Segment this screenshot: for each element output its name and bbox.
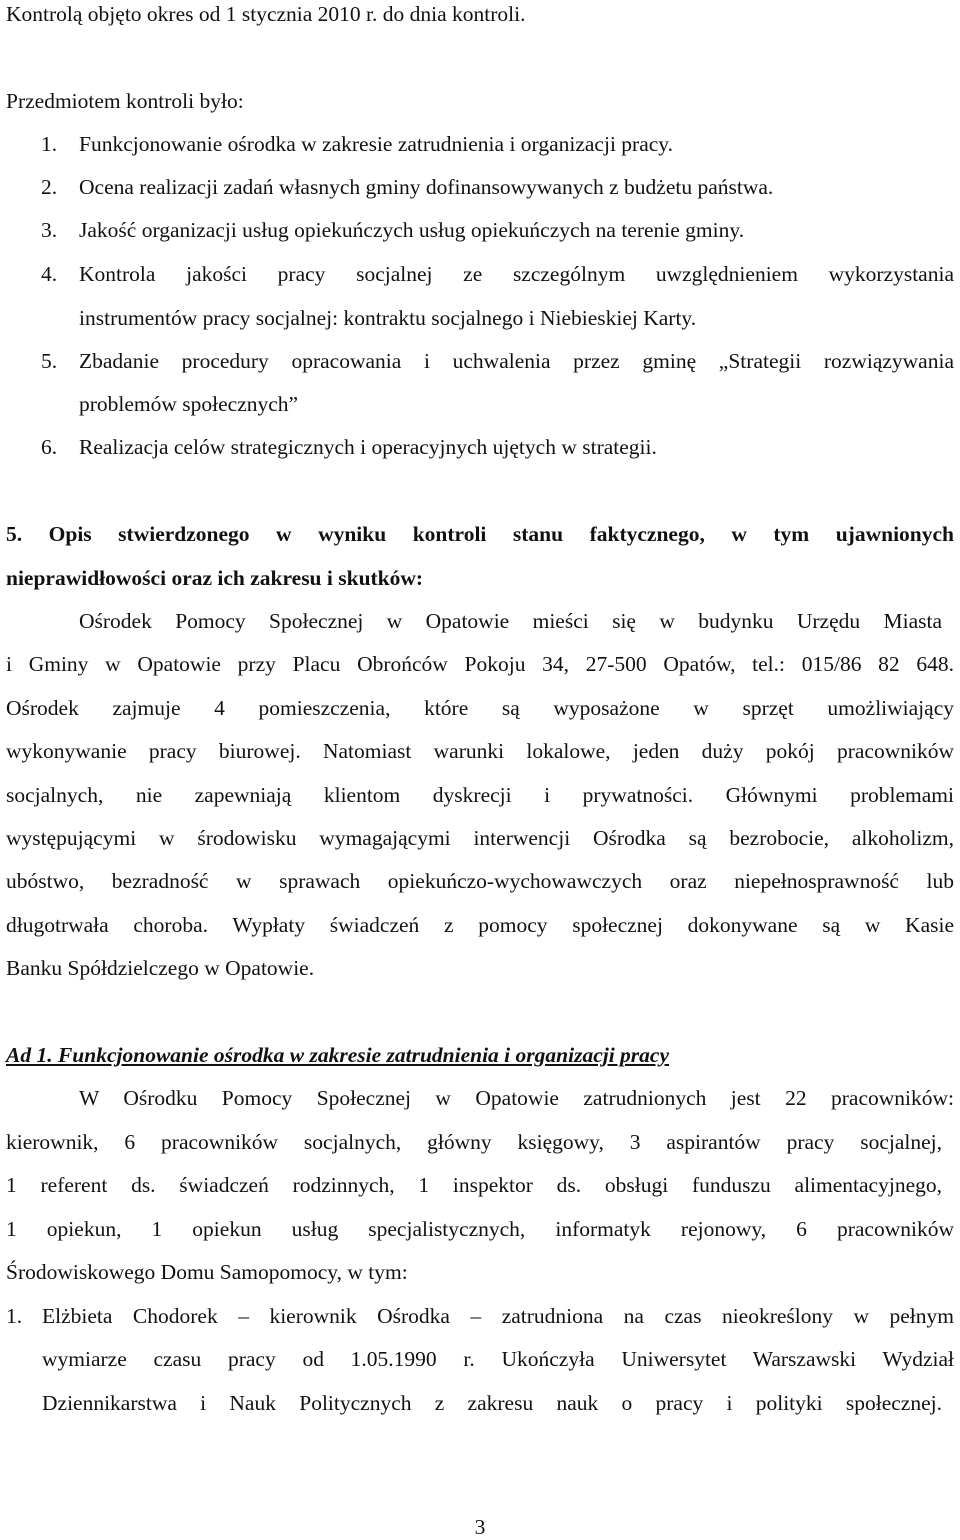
list-item-number: 5. bbox=[41, 349, 58, 373]
list-item-text: Realizacja celów strategicznych i operacyjnych ujętych w strategii. bbox=[79, 435, 657, 459]
list-item-text: Dziennikarstwa i Nauk Politycznych z zakresu nauk o pracy i polityki społecznej. bbox=[42, 1391, 942, 1415]
list-item-text: wymiarze czasu pracy od 1.05.1990 r. Ukończyła Uniwersytet Warszawski Wydział bbox=[42, 1347, 954, 1371]
paragraph-line: Banku Spółdzielczego w Opatowie. bbox=[6, 956, 315, 980]
paragraph-line: Ośrodek zajmuje 4 pomieszczenia, które są wyposażone w sprzęt umożliwiający bbox=[6, 696, 954, 720]
paragraph-line: kierownik, 6 pracowników socjalnych, główny księgowy, 3 aspirantów pracy socjalnej, bbox=[6, 1130, 942, 1154]
subject-heading: Przedmiotem kontroli było: bbox=[6, 89, 244, 113]
list-item-text: Elżbieta Chodorek – kierownik Ośrodka – zatrudniona na czas nieokreślony w pełnym bbox=[42, 1304, 954, 1328]
list-item-text: instrumentów pracy socjalnej: kontraktu socjalnego i Niebieskiej Karty. bbox=[79, 306, 697, 330]
page-number: 3 bbox=[474, 1515, 486, 1539]
section5-heading-cont: nieprawidłowości oraz ich zakresu i skutków: bbox=[6, 566, 424, 590]
list-item-text: Jakość organizacji usług opiekuńczych usług opiekuńczych na terenie gminy. bbox=[79, 218, 745, 242]
control-period-text: Kontrolą objęto okres od 1 stycznia 2010 r. do dnia kontroli. bbox=[6, 2, 526, 26]
list-item-text: problemów społecznych” bbox=[79, 392, 299, 416]
list-item-text: Kontrola jakości pracy socjalnej ze szczególnym uwzględnieniem wykorzystania bbox=[79, 262, 954, 286]
paragraph-line: socjalnych, nie zapewniają klientom dyskrecji i prywatności. Głównymi problemami bbox=[6, 783, 954, 807]
list-item-text: Ocena realizacji zadań własnych gminy dofinansowywanych z budżetu państwa. bbox=[79, 175, 774, 199]
list-item-number: 2. bbox=[41, 175, 58, 199]
section5-heading: 5. Opis stwierdzonego w wyniku kontroli stanu faktycznego, w tym ujawnionych bbox=[6, 522, 954, 546]
paragraph-line: ubóstwo, bezradność w sprawach opiekuńczo-wychowawczych oraz niepełnosprawność lub bbox=[6, 869, 954, 893]
paragraph-line: długotrwała choroba. Wypłaty świadczeń z pomocy społecznej dokonywane są w Kasie bbox=[6, 913, 954, 937]
list-item-number: 3. bbox=[41, 218, 58, 242]
list-item-number: 1. bbox=[41, 132, 58, 156]
paragraph-line: W Ośrodku Pomocy Społecznej w Opatowie zatrudnionych jest 22 pracowników: bbox=[79, 1086, 954, 1110]
paragraph-line: 1 referent ds. świadczeń rodzinnych, 1 inspektor ds. obsługi funduszu alimentacyjnego, bbox=[6, 1173, 942, 1197]
list-item-text: Funkcjonowanie ośrodka w zakresie zatrudnienia i organizacji pracy. bbox=[79, 132, 674, 156]
list-item-number: 4. bbox=[41, 262, 58, 286]
list-item-text: Zbadanie procedury opracowania i uchwalenia przez gminę „Strategii rozwiązywania bbox=[79, 349, 954, 373]
paragraph-line: i Gminy w Opatowie przy Placu Obrońców Pokoju 34, 27-500 Opatów, tel.: 015/86 82 648. bbox=[6, 652, 954, 676]
ad1-heading bbox=[6, 1042, 954, 1068]
list-item-number: 6. bbox=[41, 435, 58, 459]
paragraph-line: wykonywanie pracy biurowej. Natomiast warunki lokalowe, jeden duży pokój pracowników bbox=[6, 739, 954, 763]
paragraph-line: występującymi w środowisku wymagającymi interwencji Ośrodka są bezrobocie, alkoholizm, bbox=[6, 826, 954, 850]
paragraph-line: Ośrodek Pomocy Społecznej w Opatowie mieści się w budynku Urzędu Miasta bbox=[79, 609, 942, 633]
list-item-number: 1. bbox=[6, 1304, 23, 1328]
ad1-title: Ad 1. Funkcjonowanie ośrodka w zakresie zatrudnienia i organizacji pracy bbox=[6, 1043, 670, 1067]
paragraph-line: 1 opiekun, 1 opiekun usług specjalistycznych, informatyk rejonowy, 6 pracowników bbox=[6, 1217, 954, 1241]
paragraph-line: Środowiskowego Domu Samopomocy, w tym: bbox=[6, 1260, 408, 1284]
